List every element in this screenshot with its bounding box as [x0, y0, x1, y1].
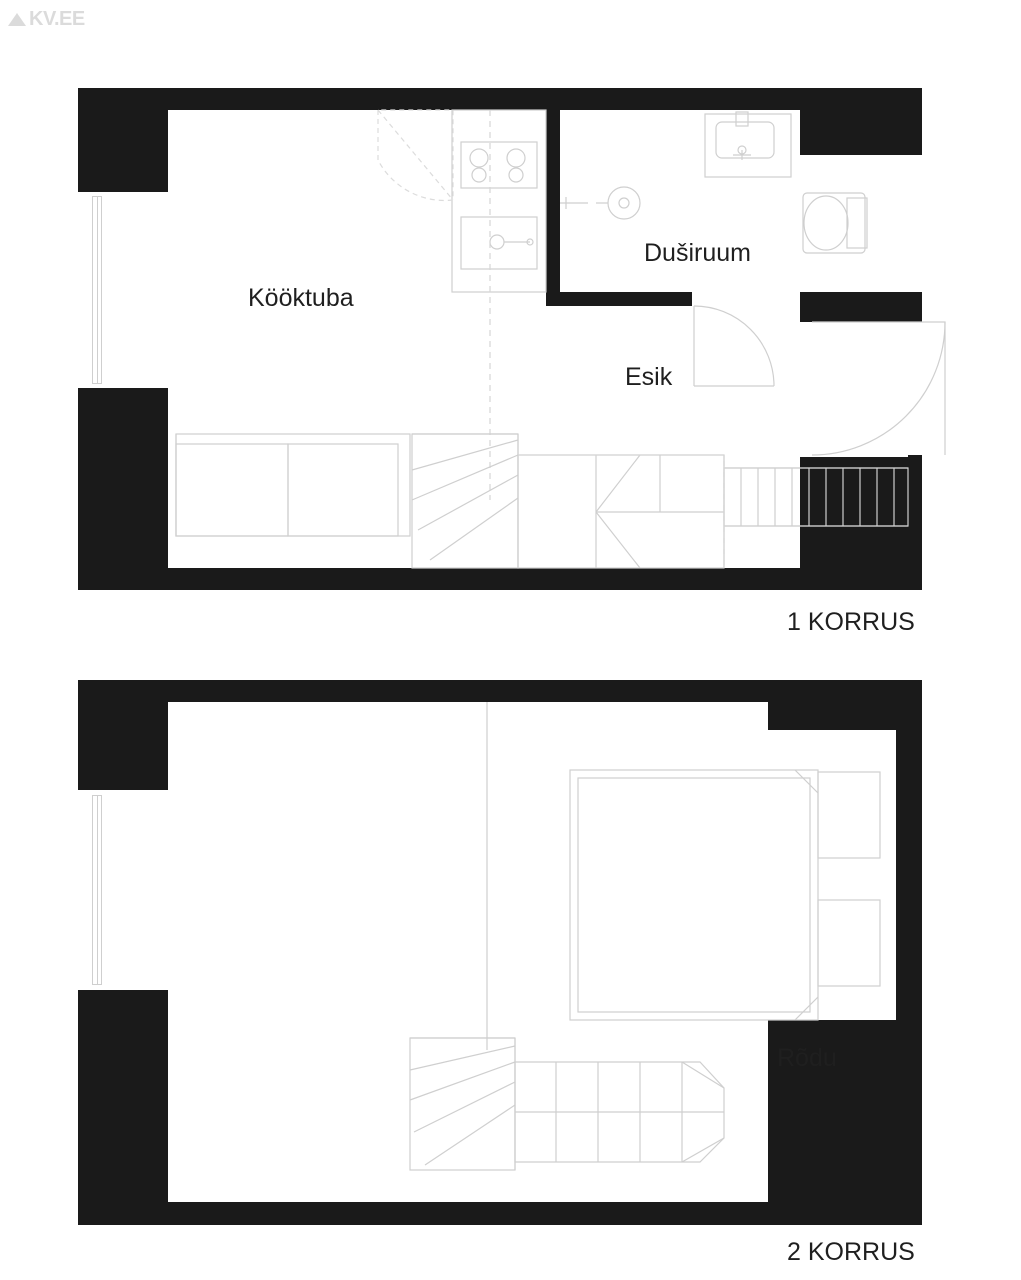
room-label-dusiruum: Duširuum: [644, 239, 751, 267]
room-label-kooktuba: Kööktuba: [248, 284, 354, 312]
watermark-label: KV.EE: [29, 8, 85, 30]
floor-plan-2: [0, 650, 1021, 1280]
floor2-fixtures: [0, 650, 1021, 1280]
floor-caption-2: 2 KORRUS: [787, 1238, 915, 1266]
room-label-esik: Esik: [625, 363, 673, 391]
floor-caption-1: 1 KORRUS: [787, 608, 915, 636]
room-label-rodu: Rõdu: [777, 1044, 837, 1072]
